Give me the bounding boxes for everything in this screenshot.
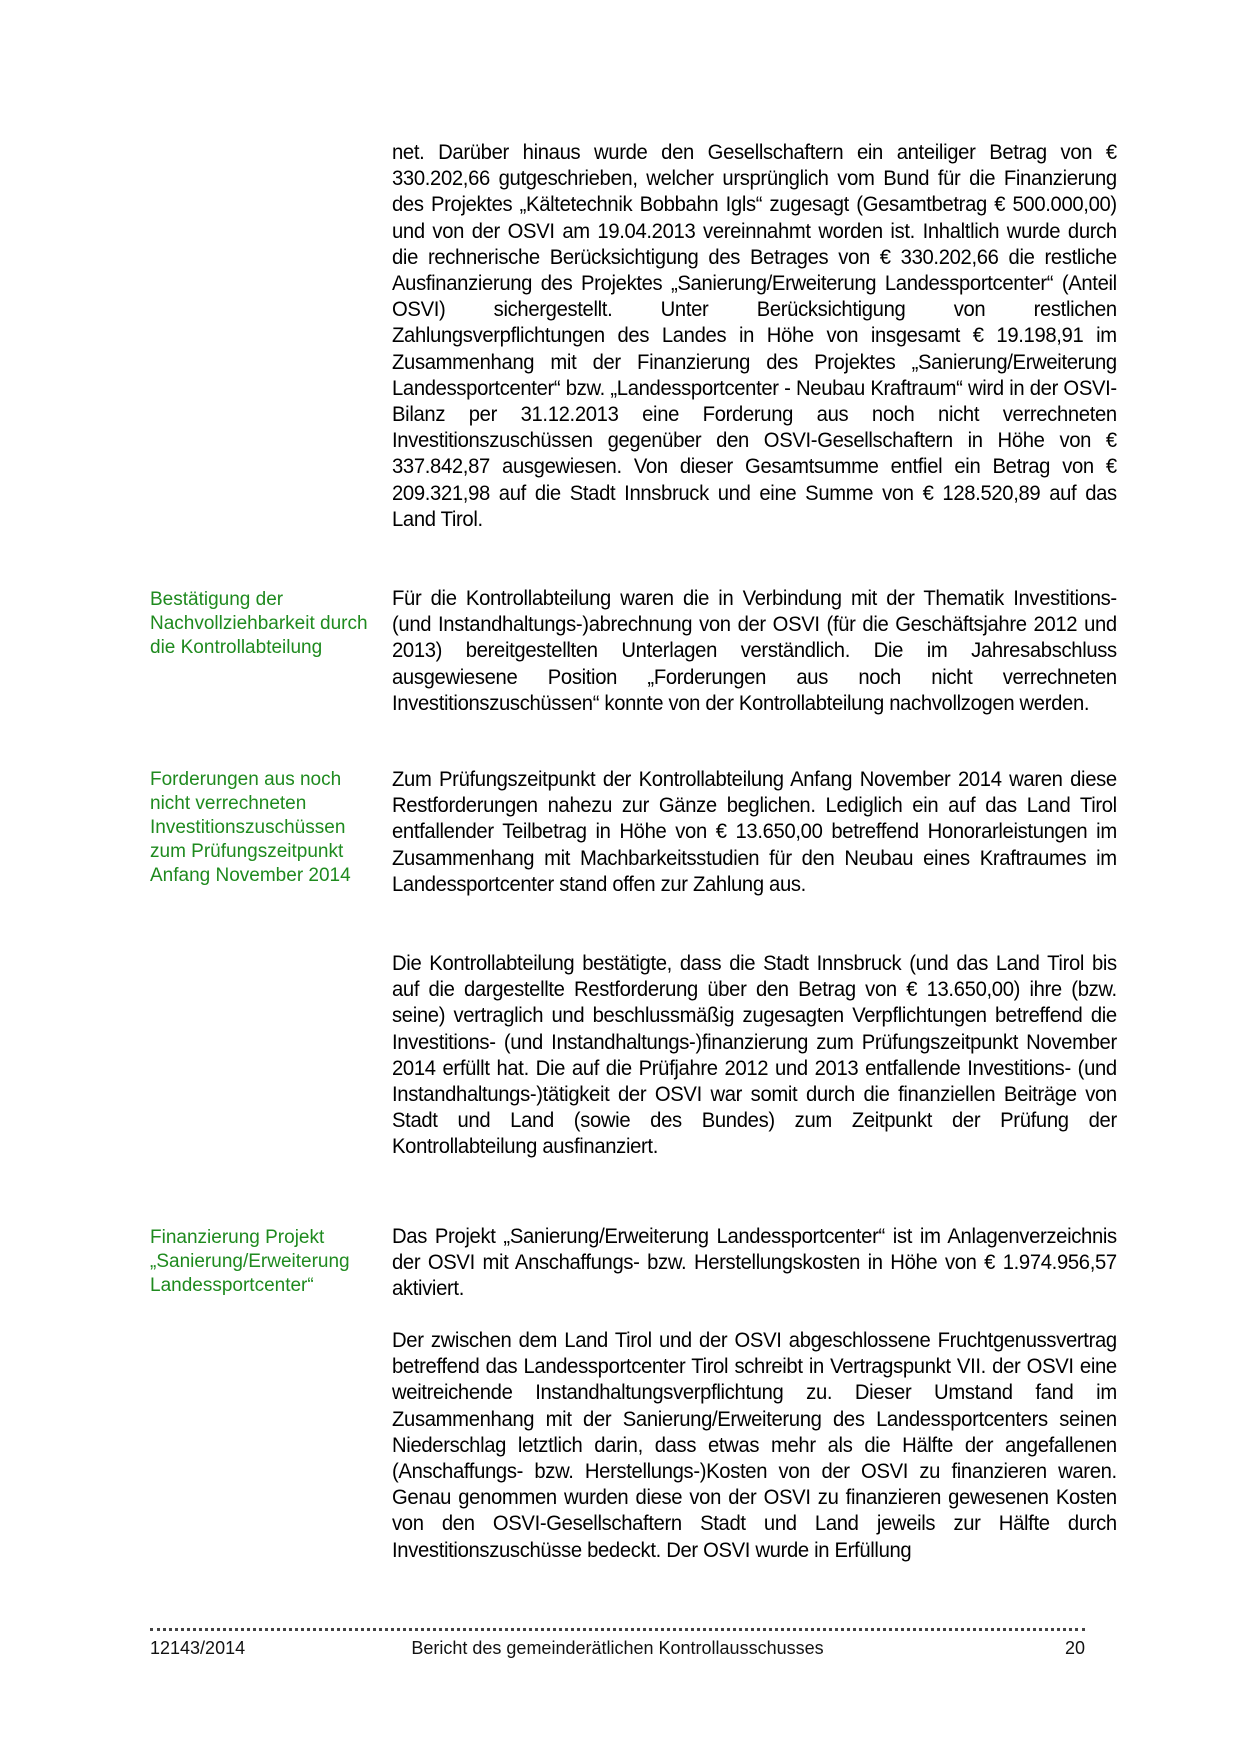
page-number: 20 — [1064, 1638, 1085, 1658]
footer-title: Bericht des gemeinderätlichen Kontrollausschusses — [411, 1638, 824, 1658]
footer-dotted-rule — [150, 1628, 1085, 1631]
body-paragraph: net. Darüber hinaus wurde den Gesellschaftern ein anteiliger Betrag von € 330.202,66 gutgeschrieben, welcher ursprünglich vom Bund für die Finanzierung des Projektes „Kältetechnik Bobbahn Igls“ zugesagt (Gesamtbetrag € 500.000,00) und von der OSVI am 19.04.2013 vereinnahmt worden ist. Inhaltlich wurde durch die rechnerische Berücksichtigung des Betrages von € 330.202,66 die restliche Ausfinanzierung des Projektes „Sanierung/Erweiterung Landessportcenter“ (Anteil OSVI) sichergestellt. Unter Berücksichtigung von restlichen Zahlungsverpflichtungen des Landes in Höhe von insgesamt € 19.198,91 im Zusammenhang mit der Finanzierung des Projektes „Sanierung/Erweiterung Landessportcenter“ bzw. „Landessportcenter - Neubau Kraftraum“ wird in der OSVI-Bilanz per 31.12.2013 eine Forderung aus noch nicht verrechneten Investitionszuschüssen gegenüber den OSVI-Gesellschaftern in Höhe von € 337.842,87 ausgewiesen. Von dieser Gesamtsumme entfiel ein Betrag von € 209.321,98 auf die Stadt Innsbruck und eine Summe von € 128.520,89 auf das Land Tirol. — [392, 141, 1117, 531]
body-paragraph: Die Kontrollabteilung bestätigte, dass die Stadt Innsbruck (und das Land Tirol bis auf die dargestellte Restforderung über den Betrag von € 13.650,00) ihre (bzw. seine) vertraglich und beschlussmäßig zugesagten Verpflichtungen betreffend die Investitions- (und Instandhaltungs-)finanzierung zum Prüfungszeitpunkt November 2014 erfüllt hat. Die auf die Prüfjahre 2012 und 2013 entfallende Investitions- (und Instandhaltungs-)tätigkeit der OSVI war somit durch die finanziellen Beiträge von Stadt und Land (sowie des Bundes) zum Zeitpunkt der Prüfung der Kontrollabteilung ausfinanziert. — [392, 952, 1117, 1159]
body-paragraph: Der zwischen dem Land Tirol und der OSVI abgeschlossene Fruchtgenussvertrag betreffend das Landessportcenter Tirol schreibt in Vertragspunkt VII. der OSVI eine weitreichende Instandhaltungsverpflichtung zu. Dieser Umstand fand im Zusammenhang mit der Sanierung/Erweiterung des Landessportcenters seinen Niederschlag letztlich darin, dass etwas mehr als die Hälfte der angefallenen (Anschaffungs- bzw. Herstellungs-)Kosten von der OSVI zu finanzieren waren. Genau genommen wurden diese von der OSVI zu finanzieren gewesenen Kosten von den OSVI-Gesellschaftern Stadt und Land jeweils zur Hälfte durch Investitionszuschüsse bedeckt. Der OSVI wurde in Erfüllung — [392, 1329, 1117, 1562]
footer-reference: 12143/2014 — [150, 1638, 246, 1658]
margin-note-forderungen: Forderungen aus noch nicht verrechneten Investitionszuschüssen zum Prüfungszeitpunkt Anfang November 2014 — [150, 769, 351, 886]
margin-note-finanzierung-projekt: Finanzierung Projekt „Sanierung/Erweiterung Landessportcenter“ — [150, 1227, 350, 1296]
body-paragraph: Für die Kontrollabteilung waren die in Verbindung mit der Thematik Investitions- (und Instandhaltungs-)abrechnung von der OSVI (für die Geschäftsjahre 2012 und 2013) bereitgestellten Unterlagen verständlich. Die im Jahresabschluss ausgewiesene Position „Forderungen aus noch nicht verrechneten Investitionszuschüssen“ konnte von der Kontrollabteilung nachvollzogen werden. — [392, 587, 1117, 715]
margin-note-bestaetigung: Bestätigung der Nachvollziehbarkeit durch die Kontrollabteilung — [150, 589, 368, 658]
body-paragraph: Zum Prüfungszeitpunkt der Kontrollabteilung Anfang November 2014 waren diese Restforderungen nahezu zur Gänze beglichen. Lediglich ein auf das Land Tirol entfallender Teilbetrag in Höhe von € 13.650,00 betreffend Honorarleistungen im Zusammenhang mit Machbarkeitsstudien für den Neubau eines Kraftraumes im Landessportcenter stand offen zur Zahlung aus. — [392, 768, 1117, 896]
body-paragraph: Das Projekt „Sanierung/Erweiterung Landessportcenter“ ist im Anlagenverzeichnis der OSVI mit Anschaffungs- bzw. Herstellungskosten in Höhe von € 1.974.956,57 aktiviert. — [392, 1225, 1117, 1301]
